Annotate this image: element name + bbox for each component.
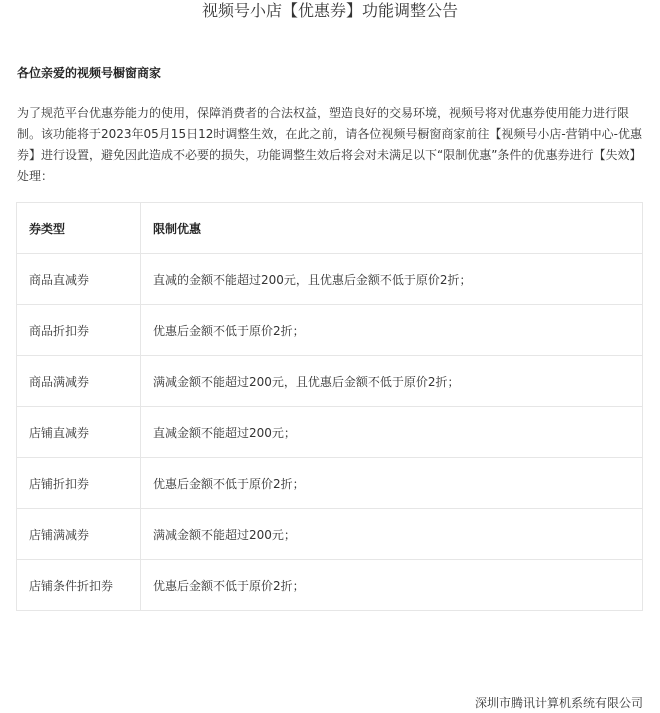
restriction-cell: 直减金额不能超过200元； [141, 407, 643, 458]
table-row [17, 305, 643, 356]
coupon-restriction-table [16, 202, 643, 611]
restriction-cell: 直减的金额不能超过200元，且优惠后金额不低于原价2折； [141, 254, 643, 305]
column-header-coupon-type: 券类型 [17, 203, 141, 254]
intro-paragraph: 为了规范平台优惠券能力的使用，保障消费者的合法权益，塑造良好的交易环境，视频号将对优惠券使用能力进行限制。该功能将于2023年05月15日12时调整生效，在此之前，请各位视频号橱窗商家前往【视频号小店-营销中心-优惠券】进行设置，避免因此造成不必要的损失，功能调整生效后将会对未满足以下“限制优惠”条件的优惠券进行【失效】处理： [17, 106, 643, 183]
restriction-cell: 满减金额不能超过200元，且优惠后金额不低于原价2折； [141, 356, 643, 407]
coupon-type-cell: 店铺折扣券 [17, 458, 141, 509]
greeting-heading: 各位亲爱的视频号橱窗商家 [17, 66, 162, 80]
column-header-restriction: 限制优惠 [141, 203, 643, 254]
table-row [17, 458, 643, 509]
table-row [17, 254, 643, 305]
table-row [17, 356, 643, 407]
coupon-type-cell: 商品直减券 [17, 254, 141, 305]
coupon-type-cell: 商品满减券 [17, 356, 141, 407]
table-row [17, 407, 643, 458]
page-title: 视频号小店【优惠券】功能调整公告 [201, 1, 458, 20]
coupon-type-cell: 店铺条件折扣券 [17, 560, 141, 611]
coupon-type-cell: 店铺直减券 [17, 407, 141, 458]
restriction-cell: 优惠后金额不低于原价2折； [141, 560, 643, 611]
table-row [17, 560, 643, 611]
restriction-cell: 满减金额不能超过200元； [141, 509, 643, 560]
restriction-cell: 优惠后金额不低于原价2折； [141, 305, 643, 356]
coupon-type-cell: 商品折扣券 [17, 305, 141, 356]
restriction-cell: 优惠后金额不低于原价2折； [141, 458, 643, 509]
table-header-row [17, 203, 643, 254]
coupon-type-cell: 店铺满减券 [17, 509, 141, 560]
company-signature: 深圳市腾讯计算机系统有限公司 [474, 696, 643, 710]
table-row [17, 509, 643, 560]
